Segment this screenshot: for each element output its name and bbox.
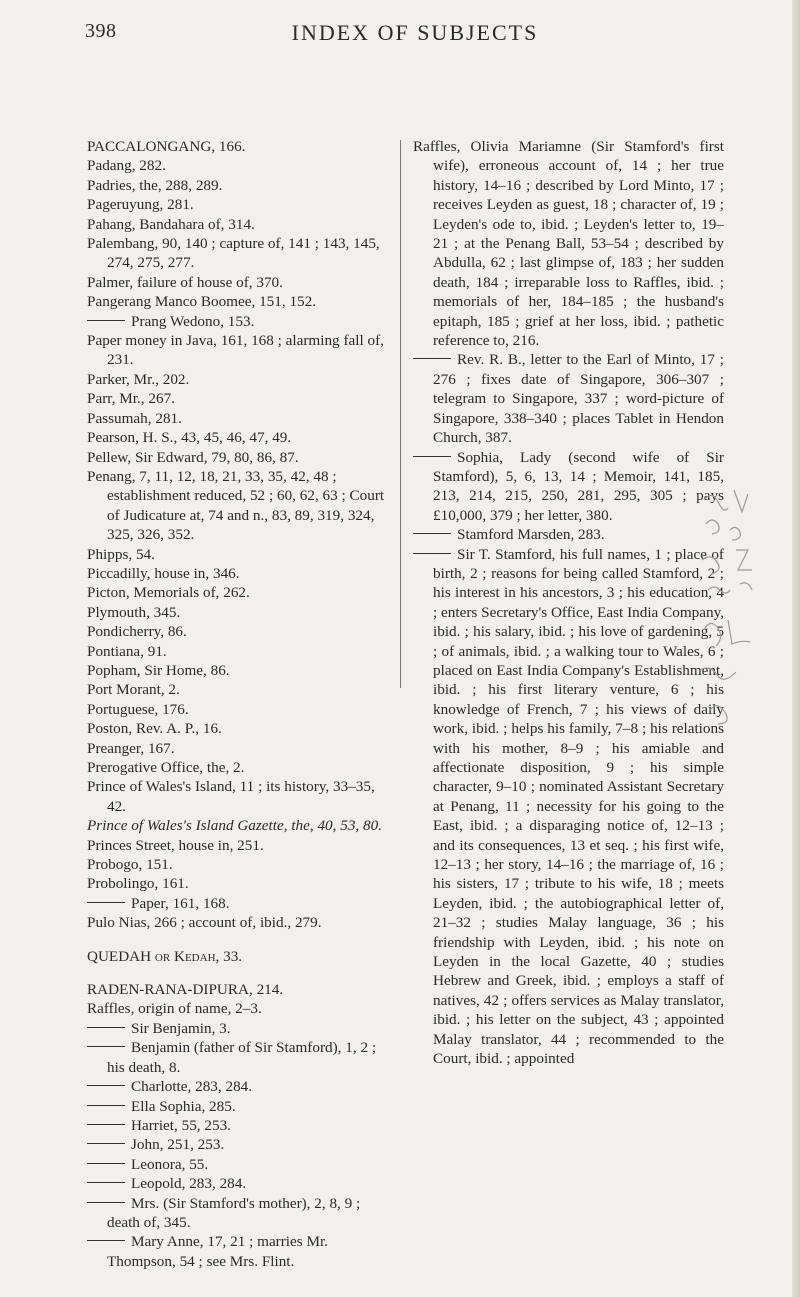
- ditto-dash: [413, 456, 451, 457]
- index-subentry: Sir Benjamin, 3.: [87, 1019, 392, 1038]
- index-entry: Portuguese, 176.: [87, 700, 189, 718]
- index-entry: Palembang, 90, 140 ; capture of, 141 ; 143, 145, 274, 275, 277.: [87, 235, 380, 272]
- index-entry: Picton, Memorials of, 262.: [87, 584, 250, 602]
- index-entry: Penang, 7, 11, 12, 18, 21, 33, 35, 42, 48 ; establishment reduced, 52 ; 60, 62, 63 ; Court of Judicature at, 74 and n., 83, 89, 319, 324, 325, 326, 352.: [87, 467, 385, 544]
- ditto-dash: [87, 1085, 125, 1086]
- index-column-right: [413, 137, 724, 1069]
- ditto-dash: [87, 320, 125, 321]
- letter-gap: [87, 966, 392, 980]
- index-entry: Piccadilly, house in, 346.: [87, 564, 240, 582]
- index-entry: Padang, 282.: [87, 157, 166, 175]
- letter-gap: [87, 933, 392, 947]
- index-entry: Pahang, Bandahara of, 314.: [87, 215, 255, 233]
- index-entry: Prince of Wales's Island, 11 ; its history, 33–35, 42.: [87, 778, 375, 815]
- index-entry: Plymouth, 345.: [87, 603, 181, 621]
- ditto-dash: [87, 1202, 125, 1203]
- index-subentry: Mary Anne, 17, 21 ; marries Mr. Thompson, 54 ; see Mrs. Flint.: [87, 1232, 392, 1271]
- index-subentry: Ella Sophia, 285.: [87, 1097, 392, 1116]
- column-rule: [400, 140, 401, 688]
- ditto-dash: [87, 1163, 125, 1164]
- ditto-dash: [87, 1027, 125, 1028]
- index-entry: Princes Street, house in, 251.: [87, 836, 264, 854]
- index-entry: QUEDAH or Kedah, 33.: [87, 947, 243, 965]
- index-entry: Pearson, H. S., 43, 45, 46, 47, 49.: [87, 429, 292, 447]
- running-title: INDEX OF SUBJECTS: [291, 20, 539, 45]
- index-entry: RADEN-RANA-DIPURA, 214.: [87, 981, 284, 999]
- index-entry: Parker, Mr., 202.: [87, 370, 190, 388]
- index-entry: Preanger, 167.: [87, 739, 175, 757]
- index-entry: Poston, Rev. A. P., 16.: [87, 720, 222, 738]
- index-entry: Probolingo, 161.: [87, 875, 189, 893]
- index-entry: Parr, Mr., 267.: [87, 390, 175, 408]
- index-entry: Pangerang Manco Boomee, 151, 152.: [87, 293, 317, 311]
- index-subentry: Sophia, Lady (second wife of Sir Stamford), 5, 6, 13, 14 ; Memoir, 141, 185, 213, 214, 215, 250, 281, 295, 305 ; pays £10,000, 379 ; her letter, 380.: [413, 448, 724, 526]
- index-entry: Raffles, origin of name, 2–3.: [87, 1000, 262, 1018]
- ditto-dash: [413, 358, 451, 359]
- index-entry: Prince of Wales's Island Gazette, the, 40, 53, 80.: [87, 817, 383, 835]
- index-entry: Paper money in Java, 161, 168 ; alarming fall of, 231.: [87, 332, 384, 369]
- ditto-dash: [87, 1240, 125, 1241]
- index-subentry: Charlotte, 283, 284.: [87, 1077, 392, 1096]
- index-subentry: Rev. R. B., letter to the Earl of Minto, 17 ; 276 ; fixes date of Singapore, 306–307 ; telegram to Singapore, 337 ; word-picture of Singapore, 338–340 ; places Tablet in Hendon Church, 387.: [413, 350, 724, 447]
- index-entry: Padries, the, 288, 289.: [87, 176, 223, 194]
- index-entry: Pulo Nias, 266 ; account of, ibid., 279.: [87, 914, 322, 932]
- page-number: 398: [85, 20, 117, 42]
- index-entry: Pontiana, 91.: [87, 642, 167, 660]
- index-entry: Probogo, 151.: [87, 856, 173, 874]
- index-subentry: Harriet, 55, 253.: [87, 1116, 392, 1135]
- index-entry: Pondicherry, 86.: [87, 623, 187, 641]
- ditto-dash: [87, 1182, 125, 1183]
- ditto-dash: [413, 553, 451, 554]
- index-subentry: Stamford Marsden, 283.: [413, 525, 724, 544]
- index-subentry: Benjamin (father of Sir Stamford), 1, 2 ; his death, 8.: [87, 1038, 392, 1077]
- index-entry: Popham, Sir Home, 86.: [87, 661, 230, 679]
- index-entry: PACCALONGANG, 166.: [87, 138, 246, 155]
- index-subentry: Sir T. Stamford, his full names, 1 ; place of birth, 2 ; reasons for being called Stamford, 2 ; his interest in his ancestors, 3 ; his education, 4 ; enters Secretary's Office, East India Company, ibid. ; his salary, ibid. ; his love of gardening, 5 ; of animals, ibid. ; a walking tour to Wales, 6 ; placed on East India Company's Establishment, ibid. ; his first literary venture, 6 ; his knowledge of French, 7 ; his views of daily work, ibid. ; helps his family, 7–8 ; his relations with his mother, 8–9 ; his amiable and affectionate disposition, 9 ; his simple character, 9–10 ; nominated Assistant Secretary at Penang, 11 ; necessity for his going to the East, ibid. ; a disparaging notice of, 12–13 ; and its consequences, 13 et seq. ; his first wife, 12–13 ; her story, 14–16 ; the marriage of, 16 ; his sisters, 17 ; tribute to his wife, 18 ; meets Leyden, ibid. ; the autobiographical letter of, 21–32 ; studies Malay language, 36 ; his friendship with Leyden, ibid. ; his note on Leyden in the local Gazette, 40 ; studies Hebrew and Greek, ibid. ; employs a staff of natives, 42 ; offers services as Malay translator, ibid. ; his letter on the subject, 43 ; appointed Malay translator, 44 ; recommended to the Court, ibid. ; appointed: [413, 545, 724, 1069]
- index-subentry: Leopold, 283, 284.: [87, 1174, 392, 1193]
- index-subentry: Prang Wedono, 153.: [87, 312, 392, 331]
- ditto-dash: [87, 902, 125, 903]
- index-subentry: Mrs. (Sir Stamford's mother), 2, 8, 9 ; death of, 345.: [87, 1194, 392, 1233]
- index-entry: Raffles, Olivia Mariamne (Sir Stamford's first wife), erroneous account of, 14 ; her true history, 14–16 ; described by Lord Minto, 17 ; receives Leyden as guest, 18 ; character of, 19 ; Leyden's ode to, ibid. ; Leyden's letter to, 19–21 ; at the Penang Ball, 53–54 ; described by Abdulla, 62 ; last glimpse of, 183 ; her sudden death, 184 ; irreparable loss to Raffles, ibid. ; memorials of her, 184–185 ; the husband's epitaph, 185 ; grief at her loss, ibid. ; pathetic reference to, 216.: [413, 138, 724, 350]
- ditto-dash: [87, 1143, 125, 1144]
- index-entry: Port Morant, 2.: [87, 681, 180, 699]
- index-entry: Pageruyung, 281.: [87, 196, 194, 214]
- index-entry: Prerogative Office, the, 2.: [87, 759, 245, 776]
- index-column-left: [87, 137, 392, 1271]
- page-edge: [792, 0, 800, 1297]
- margin-pencil-notes: [694, 480, 772, 780]
- ditto-dash: [87, 1105, 125, 1106]
- ditto-dash: [413, 533, 451, 534]
- ditto-dash: [87, 1124, 125, 1125]
- index-entry: Pellew, Sir Edward, 79, 80, 86, 87.: [87, 448, 299, 466]
- index-entry: Passumah, 281.: [87, 409, 182, 427]
- ditto-dash: [87, 1046, 125, 1047]
- index-subentry: Paper, 161, 168.: [87, 894, 392, 913]
- index-entry: Palmer, failure of house of, 370.: [87, 273, 283, 291]
- index-entry: Phipps, 54.: [87, 545, 155, 563]
- index-subentry: Leonora, 55.: [87, 1155, 392, 1174]
- index-subentry: John, 251, 253.: [87, 1135, 392, 1154]
- page-header: [85, 20, 725, 50]
